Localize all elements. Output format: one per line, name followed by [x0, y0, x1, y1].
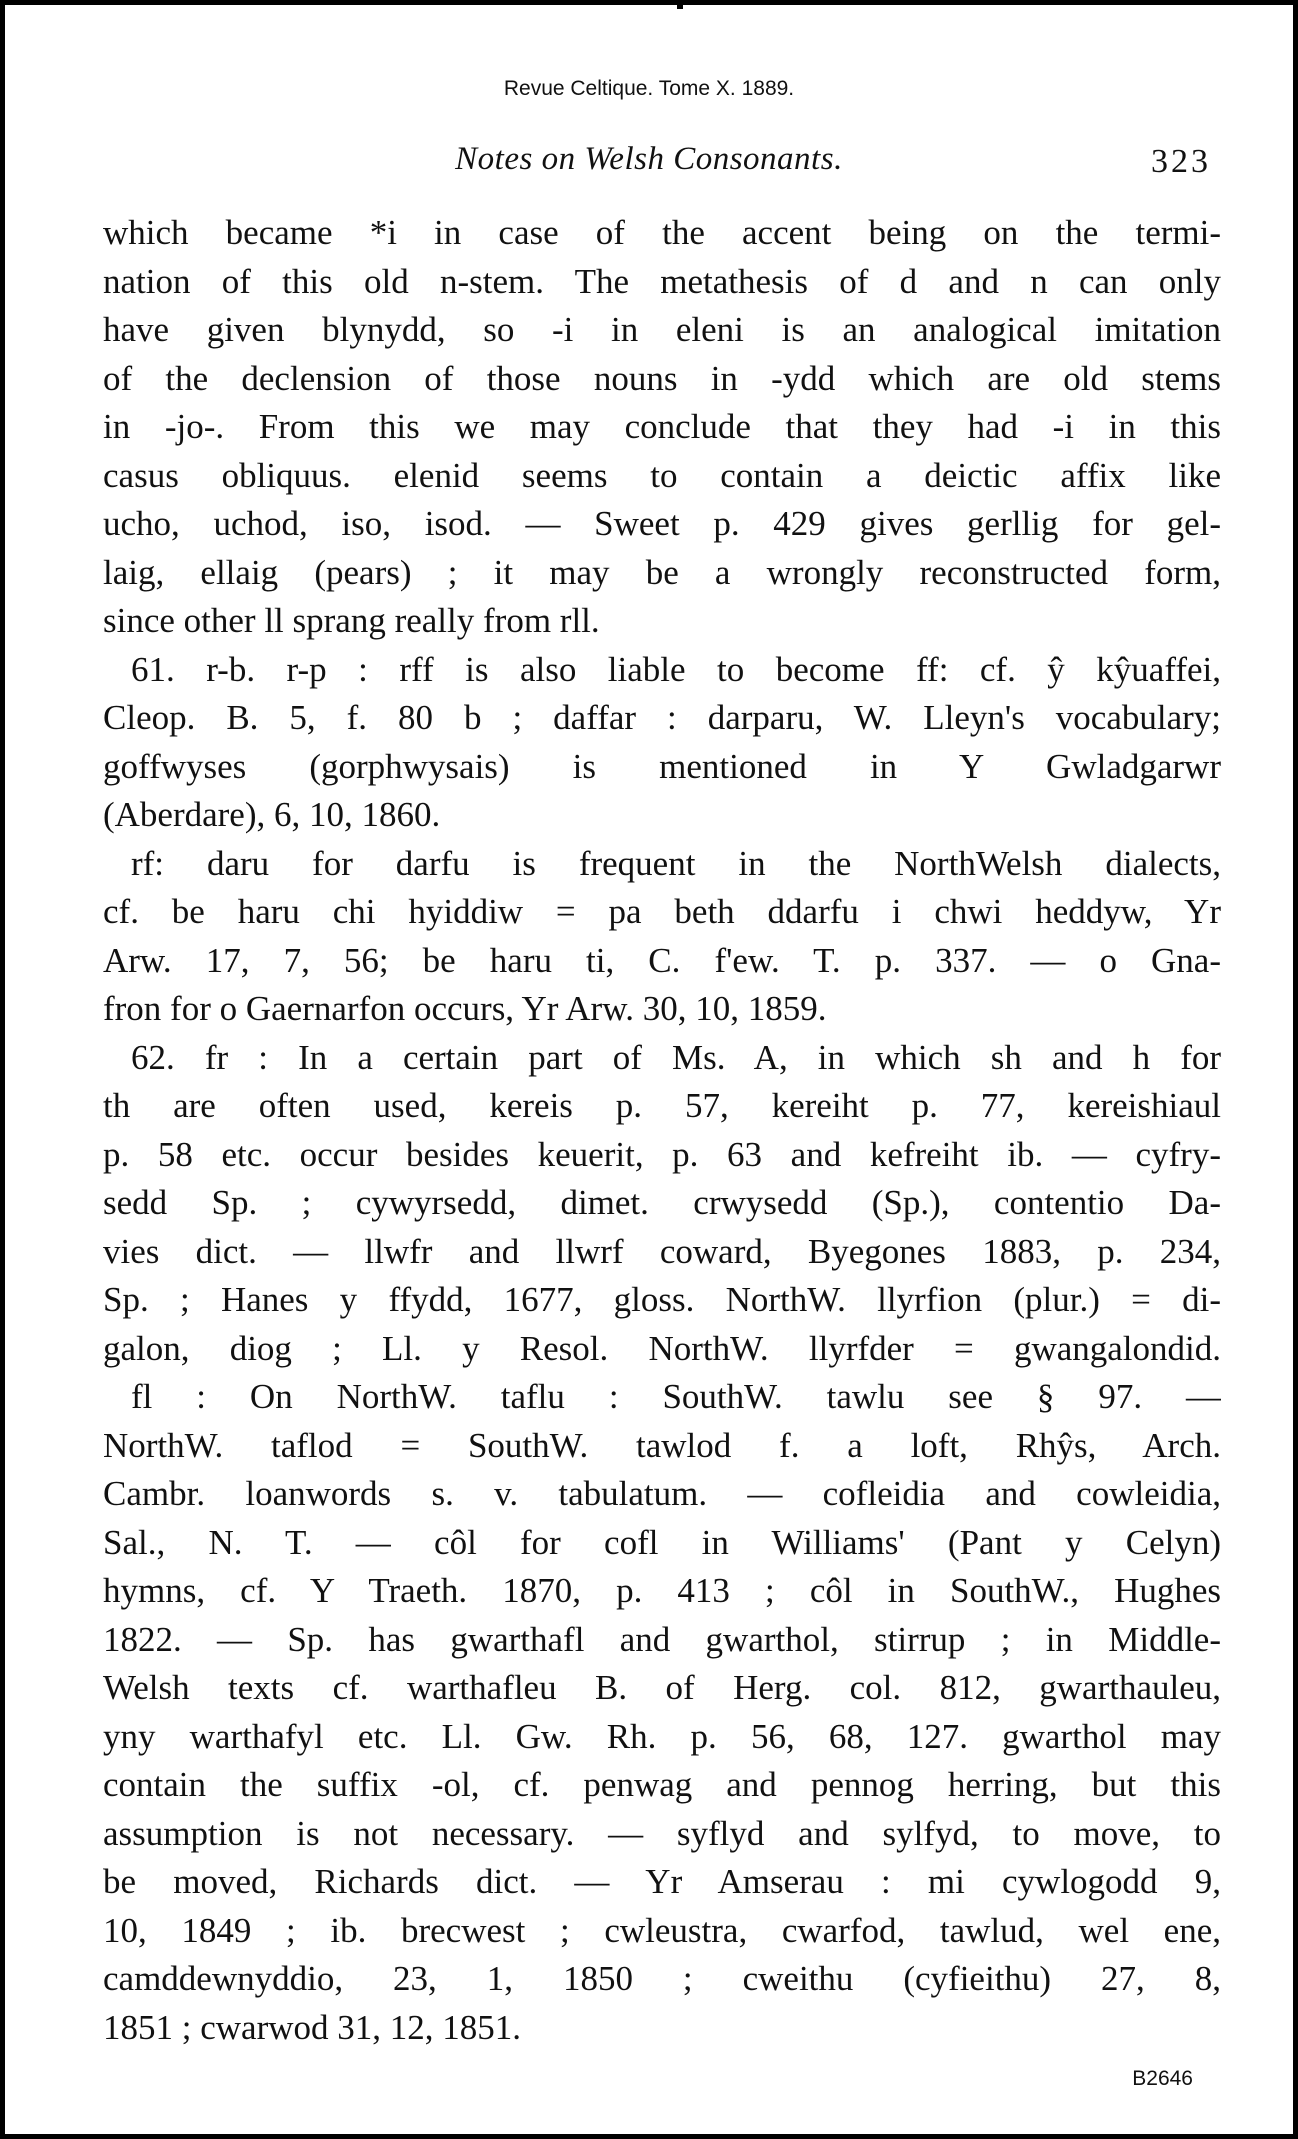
text-line: galon, diog ; Ll. y Resol. NorthW. llyrfder = gwangalondid.	[103, 1328, 1221, 1368]
text-line: rf: daru for darfu is frequent in the NorthWelsh dialects,	[131, 843, 1221, 883]
text-line: Cambr. loanwords s. v. tabulatum. — cofleidia and cowleidia,	[103, 1474, 1221, 1513]
text-line: yny warthafyl etc. Ll. Gw. Rh. p. 56, 68, 127. gwarthol may	[103, 1716, 1221, 1756]
text-line: fron for o Gaernarfon occurs, Yr Arw. 30, 10, 1859.	[103, 989, 827, 1028]
text-line: cf. be haru chi hyiddiw = pa beth ddarfu i chwi heddyw, Yr	[103, 892, 1221, 931]
text-line: assumption is not necessary. — syflyd and sylfyd, to move, to	[103, 1813, 1221, 1853]
body-text	[103, 209, 1221, 2052]
text-line: which became *i in case of the accent being on the termi-	[103, 213, 1221, 252]
page-number: 323	[1151, 143, 1211, 180]
text-line: nation of this old n-stem. The metathesis of d and n can only	[103, 261, 1221, 301]
text-line: 10, 1849 ; ib. brecwest ; cwleustra, cwarfod, tawlud, wel ene,	[103, 1910, 1221, 1950]
text-line: since other ll sprang really from rll.	[103, 601, 600, 640]
text-line: ucho, uchod, iso, isod. — Sweet p. 429 gives gerllig for gel-	[103, 504, 1221, 543]
text-line: hymns, cf. Y Traeth. 1870, p. 413 ; côl in SouthW., Hughes	[103, 1571, 1221, 1610]
text-line: th are often used, kereis p. 57, kereiht p. 77, kereishiaul	[103, 1086, 1221, 1125]
text-line: Cleop. B. 5, f. 80 b ; daffar : darparu, W. Lleyn's vocabulary;	[103, 698, 1221, 737]
text-line: contain the suffix -ol, cf. penwag and pennog herring, but this	[103, 1765, 1221, 1804]
text-line: vies dict. — llwfr and llwrf coward, Byegones 1883, p. 234,	[103, 1231, 1221, 1271]
scan-mark	[677, 5, 683, 9]
text-line: 62. fr : In a certain part of Ms. A, in which sh and h for	[131, 1037, 1221, 1077]
text-line: 1851 ; cwarwod 31, 12, 1851.	[103, 2007, 522, 2047]
text-line: casus obliquus. elenid seems to contain a deictic affix like	[103, 455, 1221, 495]
text-line: fl : On NorthW. taflu : SouthW. tawlu see § 97. —	[131, 1377, 1221, 1416]
text-line: laig, ellaig (pears) ; it may be a wrongly reconstructed form,	[103, 552, 1221, 592]
text-line: 1822. — Sp. has gwarthafl and gwarthol, stirrup ; in Middle-	[103, 1619, 1221, 1659]
source-citation: Revue Celtique. Tome X. 1889.	[503, 77, 795, 100]
text-line: (Aberdare), 6, 10, 1860.	[103, 795, 441, 834]
text-line: 61. r-b. r-p : rff is also liable to become ff: cf. ŷ kŷuaffei,	[131, 649, 1221, 689]
text-line: Arw. 17, 7, 56; be haru ti, C. f'ew. T. p. 337. — o Gna-	[103, 940, 1221, 980]
text-line: Sal., N. T. — côl for cofl in Williams' (Pant y Celyn)	[103, 1522, 1221, 1562]
text-line: of the declension of those nouns in -ydd which are old stems	[103, 358, 1221, 398]
text-line: Welsh texts cf. warthafleu B. of Herg. col. 812, gwarthauleu,	[103, 1668, 1221, 1707]
text-line: sedd Sp. ; cywyrsedd, dimet. crwysedd (Sp.), contentio Da-	[103, 1183, 1221, 1222]
text-line: goffwyses (gorphwysais) is mentioned in Y Gwladgarwr	[103, 746, 1221, 786]
running-title: Notes on Welsh Consonants.	[455, 141, 843, 177]
text-line: camddewnyddio, 23, 1, 1850 ; cweithu (cyfieithu) 27, 8,	[103, 1959, 1221, 1998]
catalog-id: B2646	[1132, 2067, 1193, 2090]
text-line: p. 58 etc. occur besides keuerit, p. 63 and kefreiht ib. — cyfry-	[103, 1134, 1221, 1174]
text-line: be moved, Richards dict. — Yr Amserau : mi cywlogodd 9,	[103, 1862, 1221, 1901]
text-line: NorthW. taflod = SouthW. tawlod f. a loft, Rhŷs, Arch.	[103, 1425, 1221, 1465]
text-line: Sp. ; Hanes y ffydd, 1677, gloss. NorthW. llyrfion (plur.) = di-	[103, 1280, 1221, 1319]
text-line: have given blynydd, so -i in eleni is an analogical imitation	[103, 310, 1221, 349]
text-line: in -jo-. From this we may conclude that they had -i in this	[103, 407, 1221, 446]
